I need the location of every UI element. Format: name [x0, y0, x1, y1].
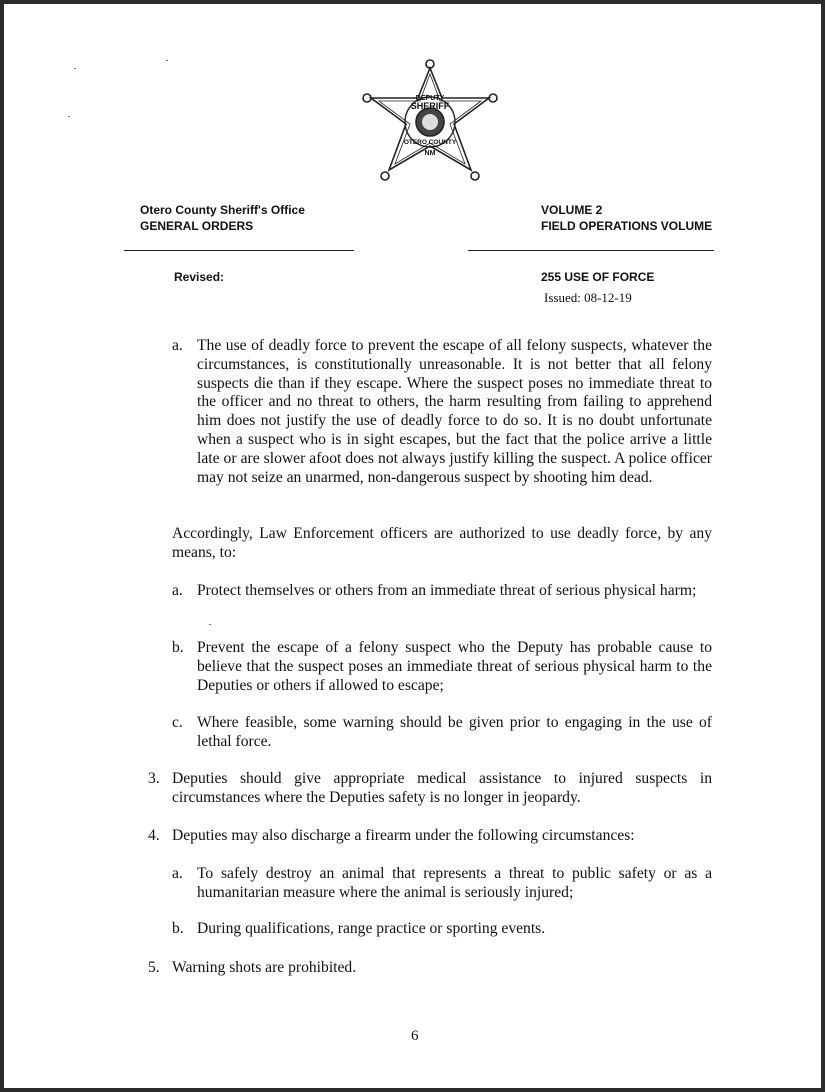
badge-state-text: NM — [424, 150, 436, 157]
badge-bottom-text: OTERO COUNTY — [403, 139, 457, 146]
item-5-text: Warning shots are prohibited. — [172, 959, 357, 976]
item-3-label: 3. — [148, 770, 160, 787]
item-4a-label: a. — [172, 865, 183, 882]
badge-top-text: DEPUTY — [415, 95, 445, 102]
item-a-label: a. — [172, 582, 183, 599]
header-volume: VOLUME 2 — [541, 203, 603, 217]
item-4-text: Deputies may also discharge a firearm under the following circumstances: — [172, 827, 635, 844]
scan-speck — [68, 116, 70, 117]
scan-speck — [166, 60, 168, 61]
sheriff-badge-logo — [359, 58, 501, 190]
header-rule-right — [468, 250, 714, 251]
item-4a-text: To safely destroy an animal that represents a threat to public safety or as a humanitarian measure where the animal is seriously injured; — [197, 865, 712, 901]
header-volume-title: FIELD OPERATIONS VOLUME — [541, 219, 713, 233]
item-5-label: 5. — [148, 959, 160, 976]
section-title: 255 USE OF FORCE — [541, 270, 655, 284]
item-b-text: Prevent the escape of a felony suspect who the Deputy has probable cause to believe that the suspect poses an immediate threat of serious physical harm to the Deputies or others if allowed to escape; — [197, 639, 712, 694]
item-4b-label: b. — [172, 920, 184, 937]
document-page — [4, 4, 821, 1088]
header-rule-left — [124, 250, 354, 251]
item-a-text: Protect themselves or others from an immediate threat of serious physical harm; — [197, 582, 697, 599]
header-agency: Otero County Sheriff's Office — [140, 203, 305, 217]
item-4-label: 4. — [148, 827, 160, 844]
para-a-text: The use of deadly force to prevent the escape of all felony suspects, whatever the circumstances, is constitutionally unreasonable. It is not better that all felony suspects die than if they escape. Where the suspect poses no immediate threat to the officer and no threat to others, the harm resulting from failing to apprehend him does not justify the use of deadly force to do so. It is no doubt unfortunate when a suspect who is in sight escapes, but the fact that the police arrive a little late or are slower afoot does not always justify killing the suspect. A police officer may not seize an unarmed, non-dangerous suspect by shooting him dead. — [197, 337, 712, 486]
revised-label: Revised: — [174, 270, 225, 284]
badge-mid-text: SHERIFF — [410, 101, 450, 111]
item-3-text: Deputies should give appropriate medical assistance to injured suspects in circumstances where the Deputies safety is no longer in jeopardy. — [172, 770, 712, 806]
accordingly-text: Accordingly, Law Enforcement officers are authorized to use deadly force, by any means, to: — [172, 525, 712, 561]
item-4b-text: During qualifications, range practice or sporting events. — [197, 920, 546, 937]
para-a-label: a. — [172, 337, 183, 354]
item-c-text: Where feasible, some warning should be given prior to engaging in the use of lethal force. — [197, 714, 712, 750]
item-b-label: b. — [172, 639, 184, 656]
scan-speck — [209, 624, 211, 625]
scan-speck — [74, 68, 76, 69]
header-orders: GENERAL ORDERS — [140, 219, 254, 233]
issued-date: Issued: 08-12-19 — [544, 290, 632, 305]
page-number: 6 — [411, 1028, 419, 1044]
item-c-label: c. — [172, 714, 183, 731]
